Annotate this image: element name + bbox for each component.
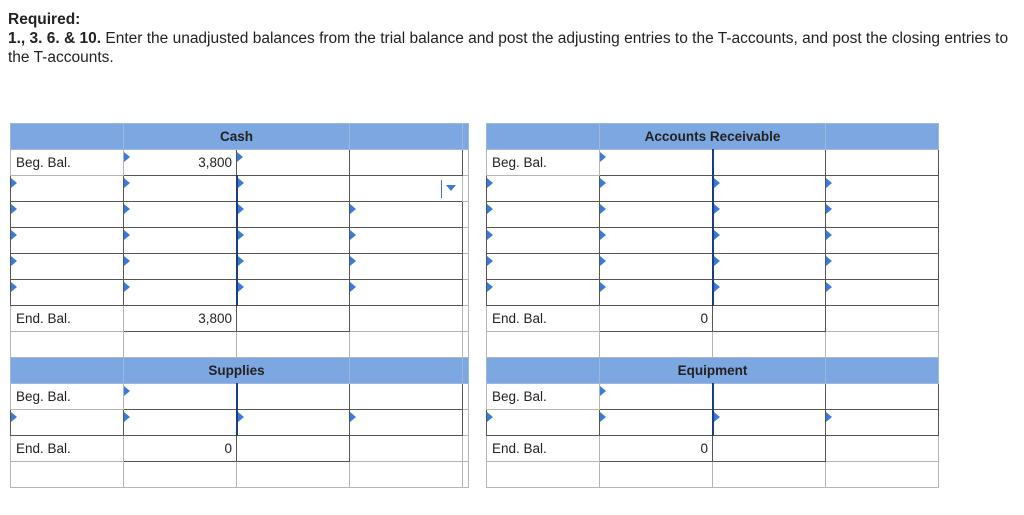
- cash-credit-account-4[interactable]: [350, 254, 463, 280]
- required-description: Enter the unadjusted balances from the trial balance and post the adjusting entries to the T-accounts, and post the closing entries to the T-accounts.: [8, 30, 1009, 66]
- ar-end-value: 0: [600, 306, 713, 332]
- cash-credit-account-3[interactable]: [350, 228, 463, 254]
- cash-end-label: End. Bal.: [11, 306, 124, 332]
- cash-credit-amount-5[interactable]: [237, 280, 350, 306]
- supplies-end-value: 0: [124, 436, 237, 462]
- cash-beg-label: Beg. Bal.: [11, 150, 124, 176]
- ar-t-account: [486, 123, 939, 488]
- cash-debit-amount-5[interactable]: [124, 280, 237, 306]
- cash-credit-account-dropdown[interactable]: [350, 176, 463, 202]
- cash-t-account: [10, 123, 469, 488]
- t-account-grid-right: [486, 123, 939, 488]
- ar-credit-account-5[interactable]: [826, 280, 939, 306]
- ar-beg-value[interactable]: [600, 150, 713, 176]
- equipment-credit-beg[interactable]: [713, 384, 826, 410]
- ar-end-label: End. Bal.: [487, 306, 600, 332]
- supplies-title: Supplies: [124, 358, 350, 384]
- cash-debit-amount-4[interactable]: [124, 254, 237, 280]
- equipment-end-label: End. Bal.: [487, 436, 600, 462]
- ar-debit-amount-5[interactable]: [600, 280, 713, 306]
- cash-title: Cash: [124, 124, 350, 150]
- ar-debit-account-2[interactable]: [487, 202, 600, 228]
- ar-credit-account-3[interactable]: [826, 228, 939, 254]
- cash-debit-amount-2[interactable]: [124, 202, 237, 228]
- cash-credit-amount-4[interactable]: [237, 254, 350, 280]
- ar-debit-amount-2[interactable]: [600, 202, 713, 228]
- equipment-credit-account-beg[interactable]: [826, 384, 939, 410]
- ar-credit-amount-2[interactable]: [713, 202, 826, 228]
- ar-debit-amount-4[interactable]: [600, 254, 713, 280]
- supplies-credit-account-1[interactable]: [350, 410, 463, 436]
- cash-debit-account-5[interactable]: [11, 280, 124, 306]
- required-heading: Required:: [8, 11, 81, 28]
- equipment-beg-value[interactable]: [600, 384, 713, 410]
- ar-credit-account-1[interactable]: [826, 176, 939, 202]
- ar-credit-amount-1[interactable]: [713, 176, 826, 202]
- ar-credit-amount-5[interactable]: [713, 280, 826, 306]
- equipment-title: Equipment: [600, 358, 826, 384]
- chevron-down-icon: [446, 185, 456, 191]
- supplies-credit-account-beg[interactable]: [350, 384, 463, 410]
- t-account-grid-left: [10, 123, 469, 488]
- supplies-credit-beg[interactable]: [237, 384, 350, 410]
- ar-credit-amount-3[interactable]: [713, 228, 826, 254]
- cash-credit-input-1b[interactable]: [350, 150, 463, 176]
- cash-credit-account-2[interactable]: [350, 202, 463, 228]
- cash-debit-account-3[interactable]: [11, 228, 124, 254]
- ar-credit-account-beg[interactable]: [826, 150, 939, 176]
- ar-credit-account-2[interactable]: [826, 202, 939, 228]
- ar-title: Accounts Receivable: [600, 124, 826, 150]
- instructions: [8, 10, 1018, 67]
- supplies-debit-amount-1[interactable]: [124, 410, 237, 436]
- cash-beg-value[interactable]: 3,800: [124, 150, 237, 176]
- cash-credit-amount-1[interactable]: [237, 176, 350, 202]
- equipment-credit-amount-1[interactable]: [713, 410, 826, 436]
- ar-beg-label: Beg. Bal.: [487, 150, 600, 176]
- cash-end-value: 3,800: [124, 306, 237, 332]
- supplies-beg-value[interactable]: [124, 384, 237, 410]
- cash-credit-amount-2[interactable]: [237, 202, 350, 228]
- supplies-credit-amount-1[interactable]: [237, 410, 350, 436]
- equipment-end-value: 0: [600, 436, 713, 462]
- ar-credit-account-4[interactable]: [826, 254, 939, 280]
- supplies-end-label: End. Bal.: [11, 436, 124, 462]
- equipment-credit-account-1[interactable]: [826, 410, 939, 436]
- ar-debit-account-4[interactable]: [487, 254, 600, 280]
- required-text: [8, 29, 1018, 67]
- equipment-debit-account-1[interactable]: [487, 410, 600, 436]
- cash-debit-amount-3[interactable]: [124, 228, 237, 254]
- cash-credit-account-5[interactable]: [350, 280, 463, 306]
- supplies-beg-label: Beg. Bal.: [11, 384, 124, 410]
- ar-credit-beg[interactable]: [713, 150, 826, 176]
- ar-debit-amount-1[interactable]: [600, 176, 713, 202]
- cash-debit-account-1[interactable]: [11, 176, 124, 202]
- cash-credit-input-1[interactable]: [237, 150, 350, 176]
- ar-debit-account-5[interactable]: [487, 280, 600, 306]
- required-numbers: 1., 3. 6. & 10.: [8, 30, 102, 47]
- cash-credit-amount-3[interactable]: [237, 228, 350, 254]
- supplies-debit-account-1[interactable]: [11, 410, 124, 436]
- cash-debit-account-2[interactable]: [11, 202, 124, 228]
- ar-debit-account-1[interactable]: [487, 176, 600, 202]
- ar-debit-amount-3[interactable]: [600, 228, 713, 254]
- ar-credit-amount-4[interactable]: [713, 254, 826, 280]
- cash-debit-amount-1[interactable]: [124, 176, 237, 202]
- ar-debit-account-3[interactable]: [487, 228, 600, 254]
- cash-debit-account-4[interactable]: [11, 254, 124, 280]
- equipment-debit-amount-1[interactable]: [600, 410, 713, 436]
- equipment-beg-label: Beg. Bal.: [487, 384, 600, 410]
